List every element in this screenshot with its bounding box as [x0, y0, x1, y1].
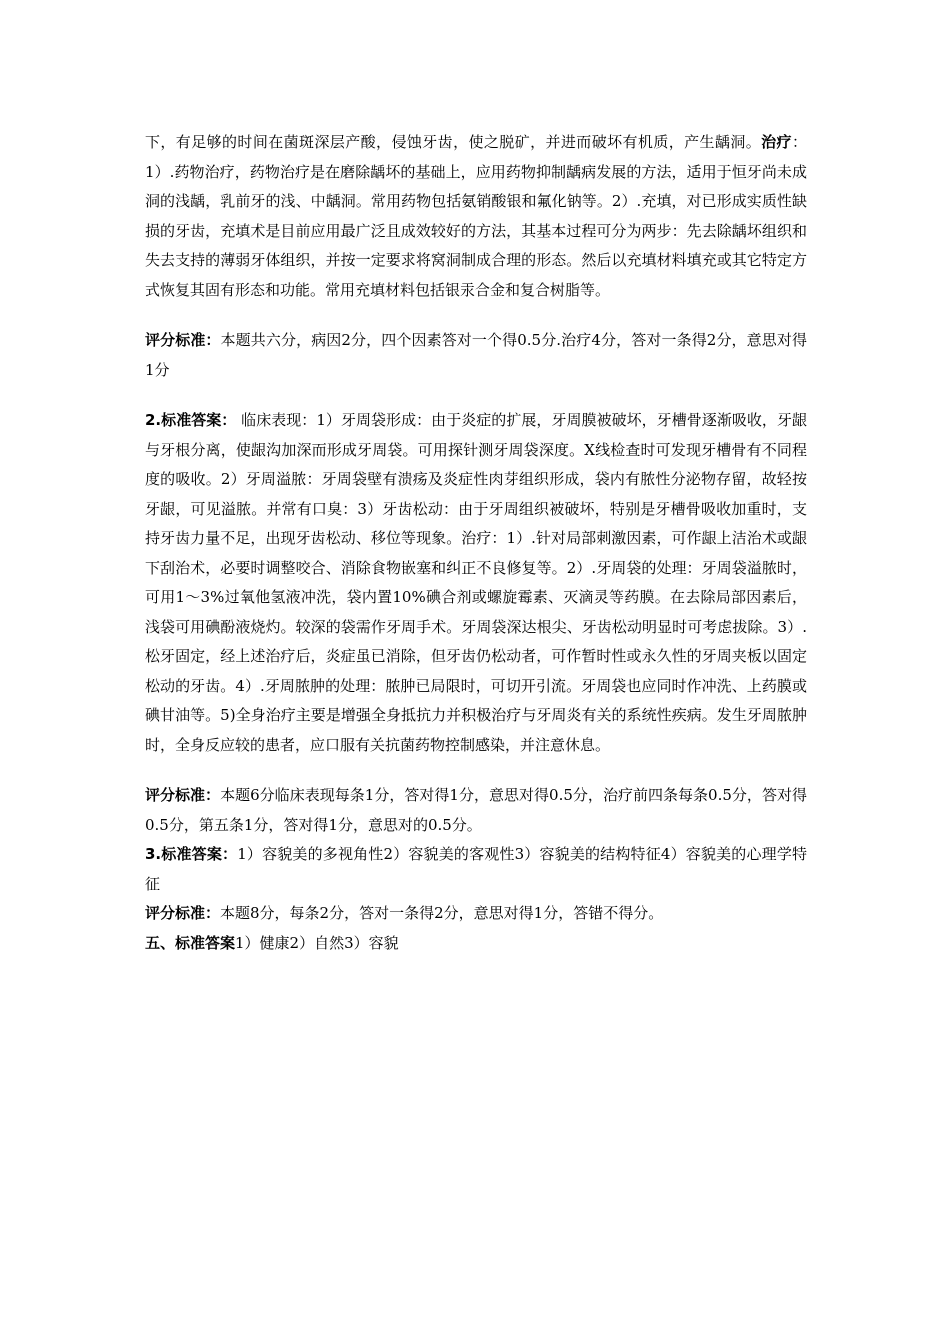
section5-label: 五、标准答案 [145, 933, 236, 952]
criteria1-text: 本题共六分，病因2分，四个因素答对一个得0.5分.治疗4分，答对一条得2分，意思对得1分 [145, 331, 807, 379]
answer2-label: 2.标准答案： [145, 411, 237, 429]
document-page [145, 128, 807, 958]
section-5-answer [145, 929, 807, 959]
answer1-cause-text: 下，有足够的时间在菌斑深层产酸，侵蚀牙齿，使之脱矿，并进而破坏有机质，产生龋洞。 [145, 133, 762, 151]
answer3-label: 3.标准答案： [145, 845, 238, 863]
scoring-criteria-2 [145, 781, 807, 840]
criteria3-text: 本题8分，每条2分，答对一条得2分，意思对得1分，答错不得分。 [220, 904, 664, 922]
criteria1-label: 评分标准： [145, 331, 221, 349]
scoring-criteria-1 [145, 326, 807, 385]
answer3-text: 1）容貌美的多视角性2）容貌美的客观性3）容貌美的结构特征4）容貌美的心理学特征 [145, 845, 807, 893]
criteria2-label: 评分标准： [145, 786, 221, 804]
criteria2-text: 本题6分临床表现每条1分，答对得1分，意思对得0.5分，治疗前四条每条0.5分，答对得0.5分，第五条1分，答对得1分，意思对的0.5分。 [145, 786, 807, 834]
treatment-label: 治疗 [761, 133, 792, 151]
answer-2 [145, 406, 807, 760]
scoring-criteria-3 [145, 899, 807, 929]
section5-text: 1）健康2）自然3）容貌 [235, 933, 399, 952]
answer1-continuation [145, 128, 807, 305]
criteria3-label: 评分标准： [145, 904, 221, 922]
answer2-text: 临床表现：1）牙周袋形成：由于炎症的扩展，牙周膜被破坏，牙槽骨逐渐吸收，牙龈与牙根分离，使龈沟加深而形成牙周袋。可用探针测牙周袋深度。X线检查时可发现牙槽骨有不同程度的吸收。2）牙周溢脓：牙周袋壁有溃疡及炎症性肉芽组织形成，袋内有脓性分泌物存留，故轻按牙龈，可见溢脓。并常有口臭：3）牙齿松动：由于牙周组织被破坏，特别是牙槽骨吸收加重时，支持牙齿力量不足，出现牙齿松动、移位等现象。治疗：1）.针对局部刺激因素，可作龈上洁治术或龈下刮治术，必要时调整咬合、消除食物嵌塞和纠正不良修复等。2）.牙周袋的处理：牙周袋溢脓时，可用1～3%过氧他氢液冲洗，袋内置10%碘合剂或螺旋霉素、灭滴灵等药膜。在去除局部因素后，浅袋可用碘酚液烧灼。较深的袋需作牙周手术。牙周袋深达根尖、牙齿松动明显时可考虑拔除。3）.松牙固定，经上述治疗后，炎症虽已消除，但牙齿仍松动者，可作暂时性或永久性的牙周夹板以固定松动的牙齿。4）.牙周脓肿的处理：脓肿已局限时，可切开引流。牙周袋也应同时作冲洗、上药膜或碘甘油等。5)全身治疗主要是增强全身抵抗力并积极治疗与牙周炎有关的系统性疾病。发生牙周脓肿时，全身反应较的患者，应口服有关抗菌药物控制感染，并注意休息。 [145, 411, 807, 754]
answer-3 [145, 840, 807, 899]
answer1-treatment-text: ：1）.药物治疗，药物治疗是在磨除龋坏的基础上，应用药物抑制龋病发展的方法，适用于恒牙尚未成洞的浅龋，乳前牙的浅、中龋洞。常用药物包括氨销酸银和氟化钠等。2）.充填，对已形成实质性缺损的牙齿，充填术是目前应用最广泛且成效较好的方法，其基本过程可分为两步：先去除龋坏组织和失去支持的薄弱牙体组织，并按一定要求将窝洞制成合理的形态。然后以充填材料填充或其它特定方式恢复其固有形态和功能。常用充填材料包括银汞合金和复合树脂等。 [145, 133, 807, 299]
